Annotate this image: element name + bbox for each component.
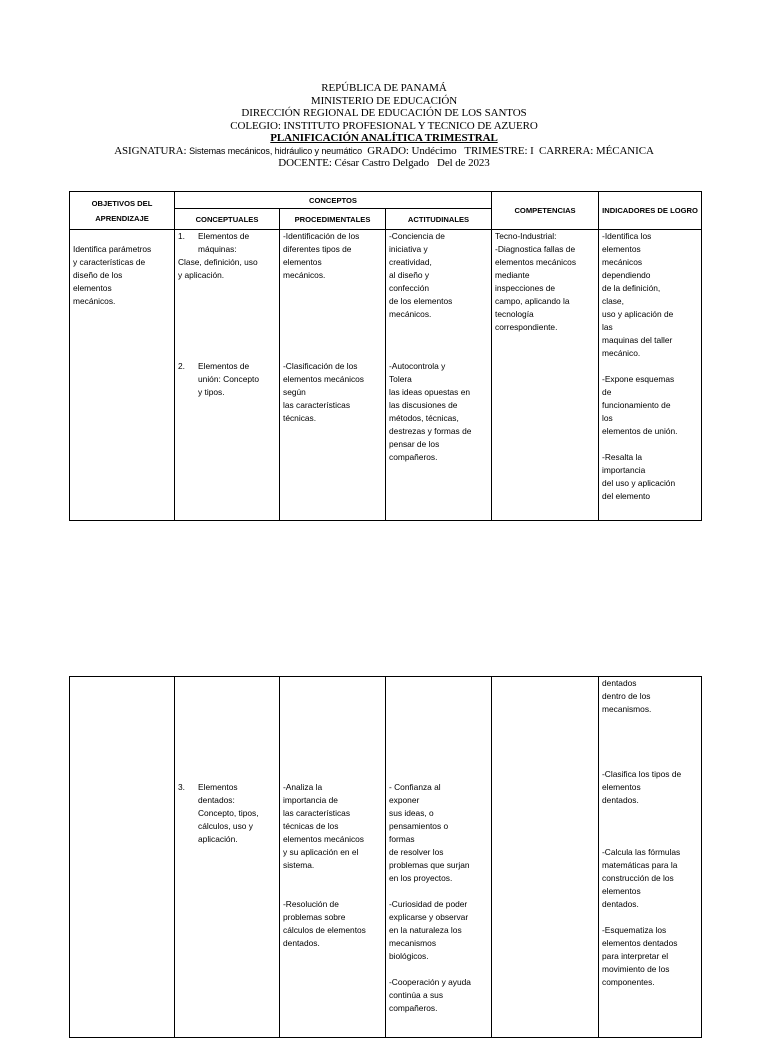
- conceptuales-cell: [175, 230, 280, 521]
- grado-label: GRADO:: [367, 144, 409, 157]
- text-line: -Calcula las fórmulas: [602, 847, 681, 857]
- header-competencias: COMPETENCIAS: [492, 192, 599, 230]
- indicadores-cell: [599, 230, 702, 521]
- text-line: las discusiones de: [389, 400, 458, 410]
- text-line: maquinas del taller: [602, 335, 673, 345]
- text-line: en los proyectos.: [389, 873, 453, 883]
- text-line: compañeros.: [389, 452, 438, 462]
- text-line: -Clasifica los tipos de: [602, 769, 682, 779]
- objetivos-cell: [70, 230, 175, 521]
- indicadores-cell-p2: [599, 677, 702, 1038]
- cell-text-block: [283, 781, 382, 872]
- text-line: iniciativa y: [389, 244, 428, 254]
- document-header: [0, 82, 768, 170]
- text-line: elementos mecánicos: [495, 257, 577, 267]
- school-line: COLEGIO: INSTITUTO PROFESIONAL Y TECNICO DE AZUERO: [230, 119, 538, 132]
- text-line: dentro de los: [602, 691, 651, 701]
- text-line: técnicas.: [283, 413, 317, 423]
- text-line: mecánicos: [602, 257, 643, 267]
- text-line: elementos: [283, 257, 322, 267]
- text-line: -Resolución de: [283, 899, 339, 909]
- actitudinales-cell: [386, 230, 492, 521]
- text-line: -Expone esquemas: [602, 374, 675, 384]
- asignatura-label: ASIGNATURA:: [114, 144, 187, 157]
- subject-line: [0, 145, 768, 158]
- text-line: mecánicos.: [283, 270, 326, 280]
- text-line: problemas que surjan: [389, 860, 470, 870]
- planning-table-page2: [69, 676, 702, 1038]
- cell-text-block: [389, 781, 488, 885]
- cell-text-block: [602, 924, 698, 989]
- text-line: cálculos de elementos: [283, 925, 366, 935]
- text-line: biológicos.: [389, 951, 429, 961]
- text-line: continúa a sus: [389, 990, 444, 1000]
- cell-text-block: [389, 360, 488, 464]
- text-line: elementos mecánicos: [283, 374, 364, 384]
- text-line: de resolver los: [389, 847, 444, 857]
- text-line: inspecciones de: [495, 283, 556, 293]
- text-line: mecánicos.: [73, 296, 116, 306]
- text-line: movimiento de los: [602, 964, 670, 974]
- text-line: y aplicación.: [178, 270, 225, 280]
- text-line: de: [602, 387, 612, 397]
- text-line: -Curiosidad de poder: [389, 899, 468, 909]
- cell-text-block: [283, 898, 382, 950]
- text-line: Tecno-Industrial:: [495, 231, 557, 241]
- text-line: de los elementos: [389, 296, 453, 306]
- text-line: del uso y aplicación: [602, 478, 676, 488]
- text-line: -Cooperación y ayuda: [389, 977, 471, 987]
- text-line: las: [602, 322, 613, 332]
- text-line: Tolera: [389, 374, 412, 384]
- actitudinales-cell-p2: [386, 677, 492, 1038]
- docente-value: César Castro Delgado: [334, 157, 430, 169]
- text-line: pensar de los: [389, 439, 440, 449]
- republic-line: REPÚBLICA DE PANAMÁ: [321, 82, 447, 94]
- cell-text-block: [602, 846, 698, 911]
- text-line: métodos, técnicas,: [389, 413, 459, 423]
- text-line: formas: [389, 834, 415, 844]
- conceptuales-cell-p2: [175, 677, 280, 1038]
- text-line: -Analiza la: [283, 782, 323, 792]
- regional-direction-line: DIRECCIÓN REGIONAL DE EDUCACIÓN DE LOS SANTOS: [241, 107, 527, 119]
- text-line: -Resalta la: [602, 452, 643, 462]
- date-text: Del de 2023: [437, 157, 490, 169]
- text-line: de la definición,: [602, 283, 661, 293]
- cell-text-block: [602, 677, 698, 716]
- objetivos-cell-p2: [70, 677, 175, 1038]
- text-line: dentados.: [283, 938, 320, 948]
- text-line: dependiendo: [602, 270, 651, 280]
- text-line: diferentes tipos de: [283, 244, 352, 254]
- header-conceptos: CONCEPTOS: [175, 192, 492, 209]
- text-line: elementos: [602, 244, 641, 254]
- procedimentales-cell-p2: [280, 677, 386, 1038]
- text-line: campo, aplicando la: [495, 296, 570, 306]
- text-line: y su aplicación en el: [283, 847, 359, 857]
- text-line: - Confianza al: [389, 782, 441, 792]
- header-indicadores: INDICADORES DE LOGRO: [599, 192, 702, 230]
- text-line: construcción de los: [602, 873, 674, 883]
- text-line: sus ideas, o: [389, 808, 434, 818]
- text-line: Clase, definición, uso: [178, 257, 258, 267]
- docente-label: DOCENTE:: [278, 157, 332, 169]
- text-line: destrezas y formas de: [389, 426, 472, 436]
- text-line: componentes.: [602, 977, 655, 987]
- cell-text-block: [178, 256, 276, 282]
- text-line: clase,: [602, 296, 624, 306]
- text-line: importancia: [602, 465, 646, 475]
- text-line: para interpretar el: [602, 951, 669, 961]
- cell-text-block: [389, 976, 488, 1015]
- cell-text-block: [495, 230, 595, 520]
- text-line: matemáticas para la: [602, 860, 678, 870]
- asignatura-value: Sistemas mecánicos, hidráulico y neumático: [189, 145, 362, 156]
- competencias-cell: [492, 230, 599, 521]
- text-line: funcionamiento de: [602, 400, 671, 410]
- text-line: del elemento: [602, 491, 650, 500]
- text-line: uso y aplicación de: [602, 309, 674, 319]
- text-line: elementos mecánicos: [283, 834, 364, 844]
- text-line: elementos: [602, 886, 641, 896]
- concept-item-1: 1. Elementos de máquinas:: [178, 231, 250, 254]
- text-line: -Diagnostica fallas de: [495, 244, 576, 254]
- text-line: creatividad,: [389, 257, 432, 267]
- text-line: técnicas de los: [283, 821, 339, 831]
- text-line: explicarse y observar: [389, 912, 469, 922]
- carrera-label: CARRERA:: [539, 144, 594, 157]
- concept-item-2: 2. Elementos de unión: Concepto y tipos.: [178, 361, 259, 397]
- header-conceptuales: CONCEPTUALES: [175, 209, 280, 230]
- text-line: elementos: [73, 283, 112, 293]
- header-actitudinales: ACTITUDINALES: [386, 209, 492, 230]
- cell-text-block: [73, 230, 171, 520]
- text-line: -Autocontrola y: [389, 361, 446, 371]
- document-title: PLANIFICACIÓN ANALÍTICA TRIMESTRAL: [270, 132, 498, 144]
- header-procedimentales: PROCEDIMENTALES: [280, 209, 386, 230]
- text-line: mecanismos: [389, 938, 437, 948]
- text-line: -Clasificación de los: [283, 361, 358, 371]
- text-line: confección: [389, 283, 430, 293]
- text-line: sistema.: [283, 860, 315, 870]
- text-line: mecánicos.: [389, 309, 432, 319]
- text-line: -Esquematiza los: [602, 925, 667, 935]
- trimestre-label: TRIMESTRE:: [464, 144, 528, 157]
- cell-text-block: [389, 898, 488, 963]
- text-line: -Conciencia de: [389, 231, 445, 241]
- planning-table-page1: [69, 191, 702, 521]
- text-line: compañeros.: [389, 1003, 438, 1013]
- text-line: importancia de: [283, 795, 338, 805]
- text-line: dentados: [602, 678, 637, 688]
- text-line: diseño de los: [73, 270, 123, 280]
- text-line: mecanismos.: [602, 704, 652, 714]
- grado-value: Undécimo: [411, 144, 457, 157]
- cell-text-block: [283, 230, 382, 282]
- cell-text-block: [602, 230, 698, 360]
- text-line: las características: [283, 808, 351, 818]
- text-line: Identifica parámetros: [73, 244, 152, 254]
- text-line: las ideas opuestas en: [389, 387, 471, 397]
- text-line: problemas sobre: [283, 912, 346, 922]
- text-line: dentados.: [602, 899, 639, 909]
- text-line: correspondiente.: [495, 322, 558, 332]
- text-line: elementos de unión.: [602, 426, 678, 436]
- text-line: tecnología: [495, 309, 534, 319]
- text-line: elementos dentados: [602, 938, 678, 948]
- text-line: mecánico.: [602, 348, 641, 358]
- trimestre-value: I: [530, 144, 534, 157]
- text-line: elementos: [602, 782, 641, 792]
- teacher-line: [0, 157, 768, 170]
- cell-text-block: [389, 230, 488, 321]
- cell-text-block: [602, 373, 698, 438]
- text-line: según: [283, 387, 306, 397]
- cell-text-block: [602, 451, 698, 500]
- text-line: los: [602, 413, 613, 423]
- concept-item-3: 3. Elementos dentados: Concepto, tipos, cálculos, uso y aplicación.: [178, 782, 259, 844]
- ministry-line: MINISTERIO DE EDUCACIÓN: [310, 94, 458, 107]
- cell-text-block: [602, 768, 698, 807]
- text-line: en la naturaleza los: [389, 925, 462, 935]
- text-line: al diseño y: [389, 270, 430, 280]
- cell-text-block: [283, 360, 382, 425]
- text-line: y características de: [73, 257, 146, 267]
- text-line: pensamientos o: [389, 821, 449, 831]
- procedimentales-cell: [280, 230, 386, 521]
- header-objetivos: OBJETIVOS DEL APRENDIZAJE: [70, 192, 175, 230]
- text-line: dentados.: [602, 795, 639, 805]
- text-line: exponer: [389, 795, 420, 805]
- text-line: -Identificación de los: [283, 231, 360, 241]
- carrera-value: MÉCANICA: [595, 144, 654, 157]
- text-line: mediante: [495, 270, 530, 280]
- competencias-cell-p2: [492, 677, 599, 1038]
- text-line: -Identifica los: [602, 231, 652, 241]
- text-line: las características: [283, 400, 351, 410]
